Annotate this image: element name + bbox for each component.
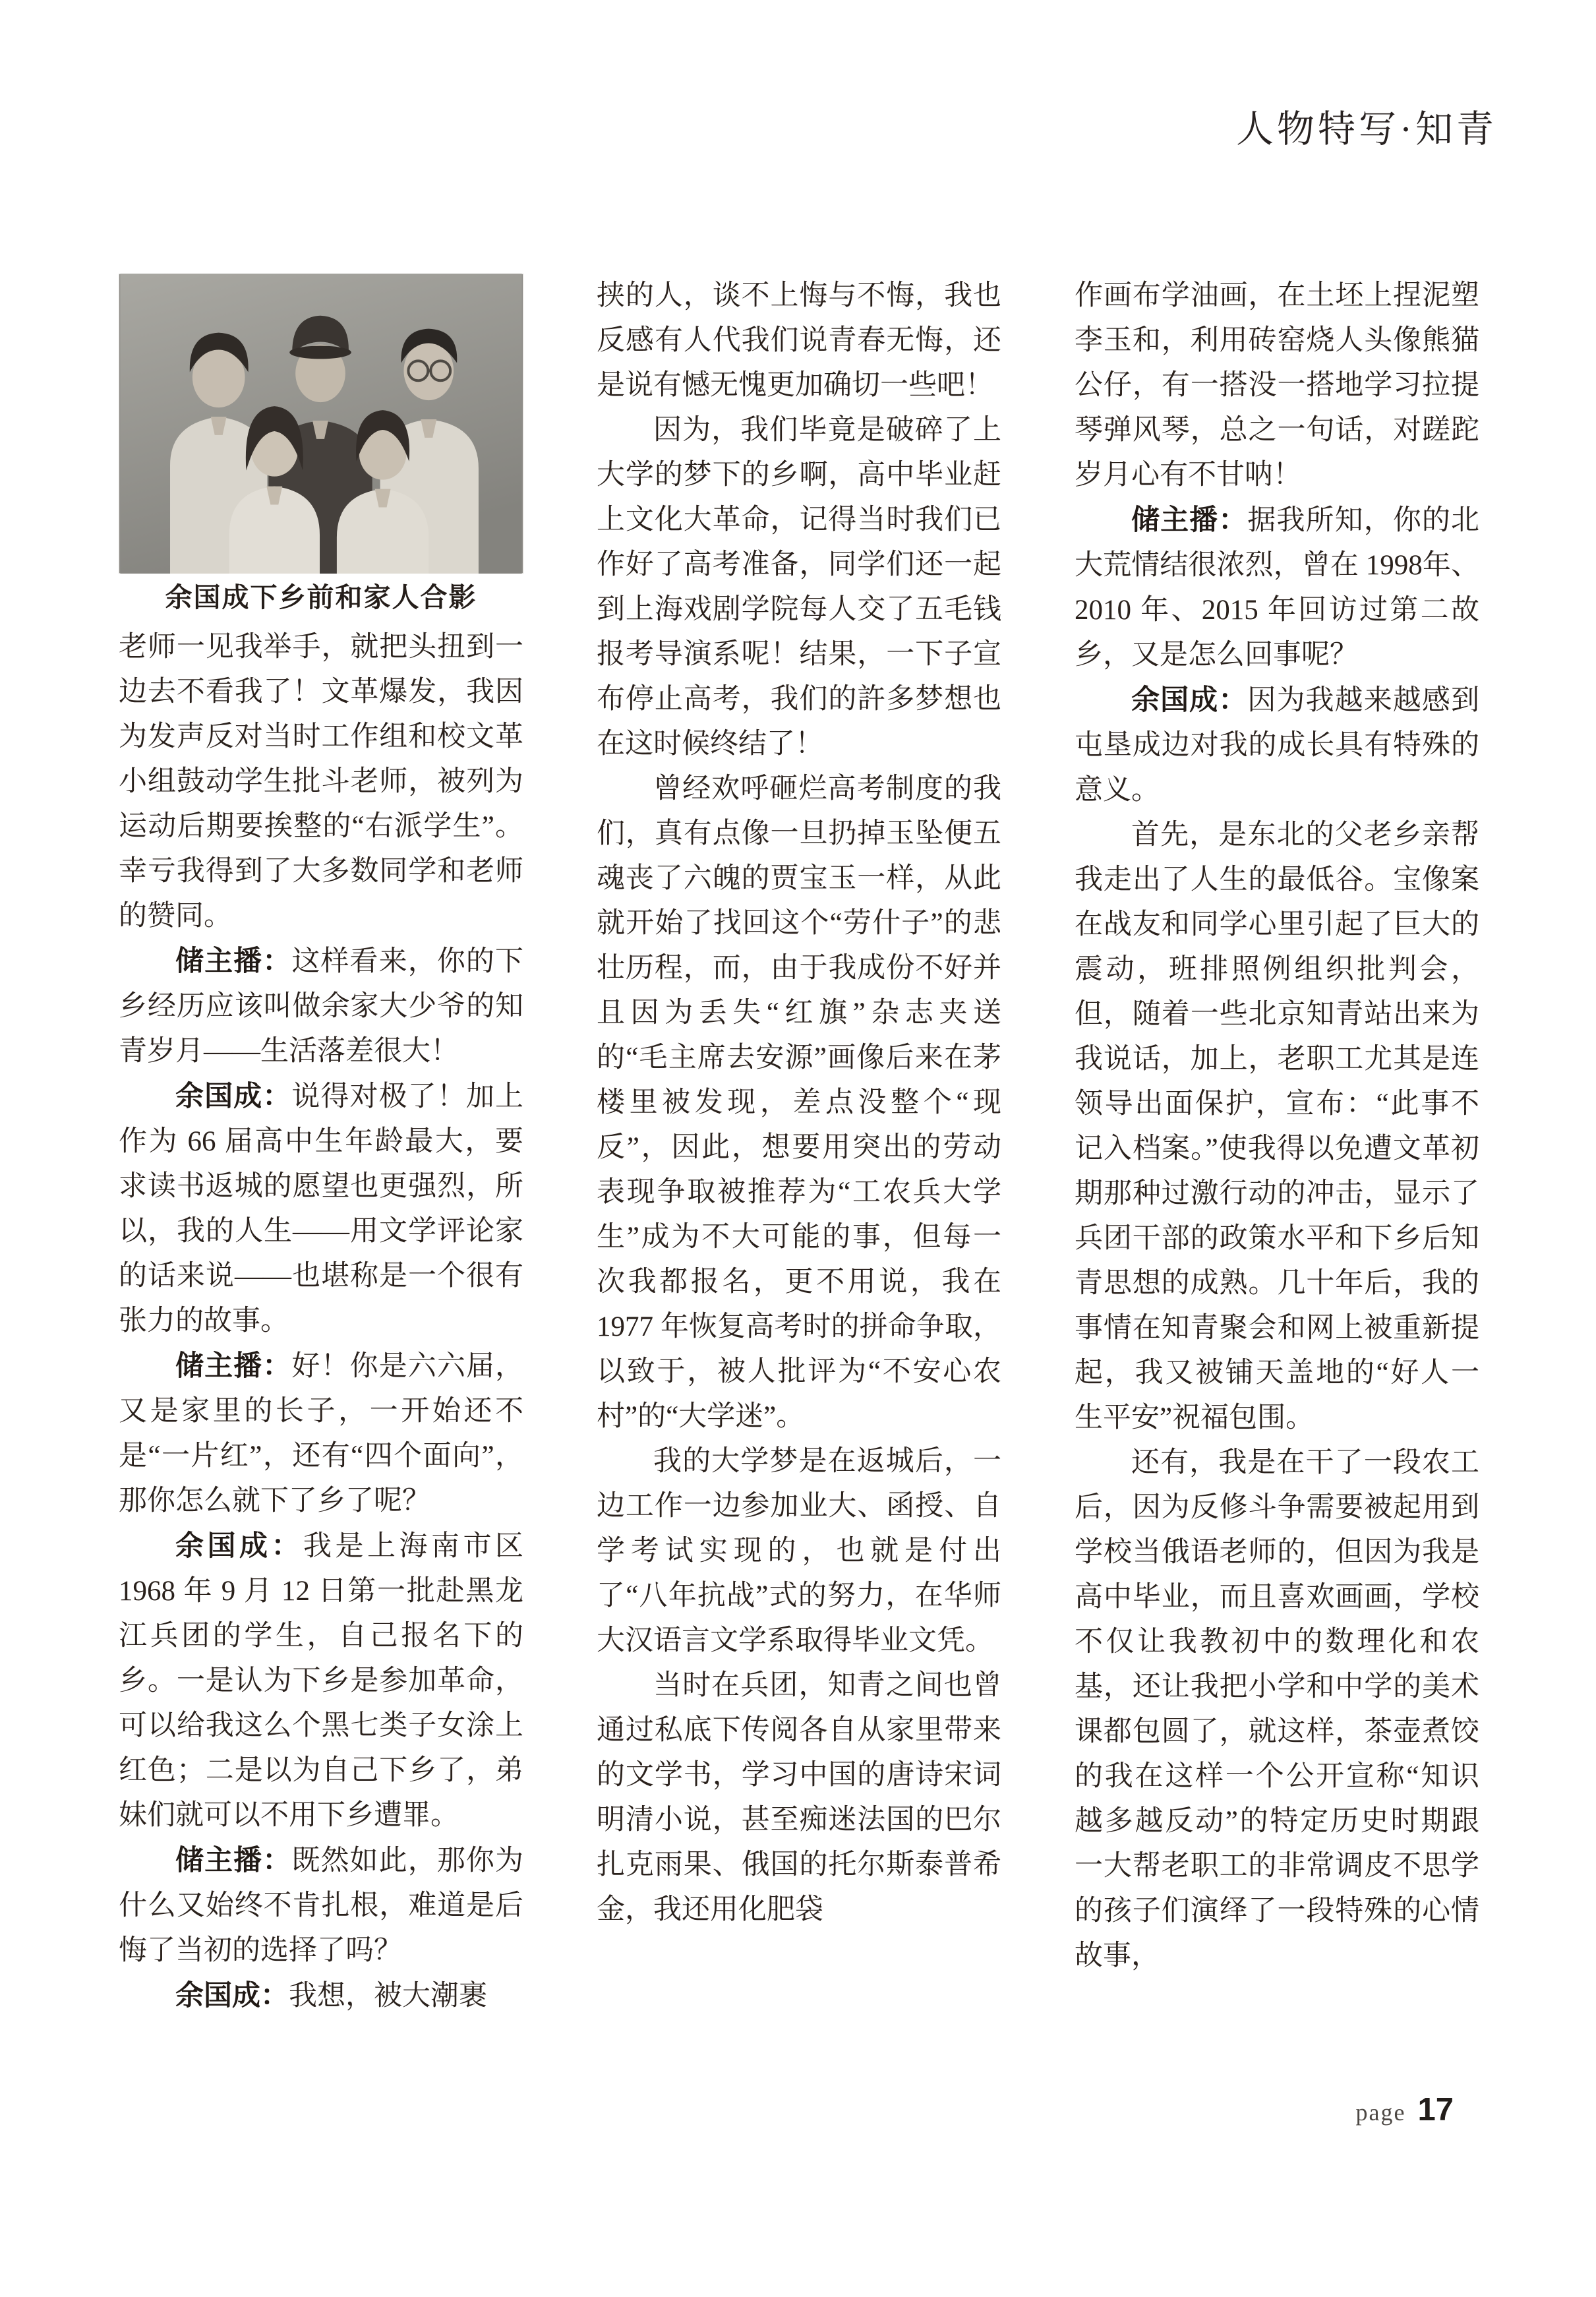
paragraph: 当时在兵团，知青之间也曾通过私底下传阅各自从家里带来的文学书，学习中国的唐诗宋词明清小说，甚至痴迷法国的巴尔扎克雨果、俄国的托尔斯泰普希金，我还用化肥袋 [597,1670,1001,1925]
paragraph: 余国成：说得对极了！加上作为 66 届高中生年龄最大，要求读书返城的愿望也更强烈，所以，我的人生——用文学评论家的话来说——也堪称是一个很有张力的故事。 [119,1081,524,1336]
paragraph: 作画布学油画，在土坯上捏泥塑李玉和，利用砖窑烧人头像熊猫公仔，有一搭没一搭地学习拉提琴弹风琴，总之一句话，对蹉跎岁月心有不甘呐！ [1075,280,1479,491]
paragraph: 储主播：既然如此，那你为什么又始终不肯扎根，难道是后悔了当初的选择了吗？ [119,1845,524,1966]
speaker-label: 储主播： [1131,504,1248,536]
speaker-label: 储主播： [175,1350,292,1382]
footer-page-number: 17 [1417,2092,1454,2128]
photo-figure [119,274,523,613]
speaker-label: 储主播： [175,945,292,977]
section-header: 人物特写·知青 [1236,109,1497,150]
speaker-label: 余国成： [175,1081,292,1112]
speaker-label: 储主播： [175,1845,292,1876]
paragraph: 老师一见我举手，就把头扭到一边去不看我了！文革爆发，我因为发声反对当时工作组和校文革小组鼓动学生批斗老师，被列为运动后期要挨整的“右派学生”。幸亏我得到了大多数同学和老师的赞同。 [119,632,523,932]
family-photo [119,274,523,574]
speaker-label: 余国成： [175,1530,303,1562]
paragraph: 首先，是东北的父老乡亲帮我走出了人生的最低谷。宝像案在战友和同学心里引起了巨大的震动，班排照例组织批判会，但，随着一些北京知青站出来为我说话，加上，老职工尤其是连领导出面保护，宣布：“此事不记入档案。”使我得以免遭文革初期那种过激行动的冲击，显示了兵团干部的政策水平和下乡后知青思想的成熟。几十年后，我的事情在知青聚会和网上被重新提起，我又被铺天盖地的“好人一生平安”祝福包围。 [1075,820,1479,1433]
paragraph: 储主播：好！你是六六届，又是家里的长子，一开始还不是“一片红”，还有“四个面向”，那你怎么就下了乡了呢？ [119,1350,524,1516]
paragraph: 因为，我们毕竟是破碎了上大学的梦下的乡啊，高中毕业赶上文化大革命，记得当时我们已作好了高考准备，同学们还一起到上海戏剧学院每人交了五毛钱报考导演系呢！结果，一下子宣布停止高考，我们的許多梦想也在这时候终结了！ [597,415,1001,760]
column-text [597,274,1001,1932]
footer-page-label: page [1355,2099,1406,2126]
paragraph: 余国成：我是上海南市区1968 年 9 月 12 日第一批赴黑龙江兵团的学生，自己报名下的乡。一是认为下乡是参加革命，可以给我这么个黑七类子女涂上红色；二是以为自己下乡了，弟妹们就可以不用下乡遭罪。 [119,1530,523,1831]
paragraph: 余国成：因为我越来越感到屯垦成边对我的成长具有特殊的意义。 [1075,684,1480,806]
text-column-1 [119,274,523,2019]
photo-caption: 余国成下乡前和家人合影 [165,582,477,612]
paragraph: 储主播：这样看来，你的下乡经历应该叫做余家大少爷的知青岁月——生活落差很大！ [119,945,524,1067]
paragraph: 曾经欢呼砸烂高考制度的我们，真有点像一旦扔掉玉坠便五魂丧了六魄的贾宝玉一样，从此就开始了找回这个“劳什子”的悲壮历程，而，由于我成份不好并且因为丢失“红旗”杂志夹送的“毛主席去安源”画像后来在茅楼里被发现，差点没整个“现反”，因此，想要用突出的劳动表现争取被推荐为“工农兵大学生”成为不大可能的事，但每一次我都报名，更不用说，我在 1977 年恢复高考时的拼命争取，以致于，被人批评为“不安心农村”的“大学迷”。 [597,773,1001,1432]
page-footer [1356,2091,1454,2128]
text-column-3 [1075,274,1479,2019]
speaker-label: 余国成： [1131,684,1248,716]
column-text [119,625,523,2019]
paragraph: 挟的人，谈不上悔与不悔，我也反感有人代我们说青春无悔，还是说有憾无愧更加确切一些吧！ [597,280,1001,401]
paragraph: 我的大学梦是在返城后，一边工作一边参加业大、函授、自学考试实现的，也就是付出了“八年抗战”式的努力，在华师大汉语言文学系取得毕业文凭。 [597,1446,1001,1656]
article-columns [119,274,1479,2019]
column-text [1075,274,1479,1979]
speaker-label: 余国成： [175,1980,289,2012]
paragraph: 余国成：我想，被大潮裹 [175,1980,487,2012]
paragraph: 还有，我是在干了一段农工后，因为反修斗争需要被起用到学校当俄语老师的，但因为我是高中毕业，而且喜欢画画，学校不仅让我教初中的数理化和农基，还让我把小学和中学的美术课都包圆了，就这样，茶壶煮饺的我在这样一个公开宣称“知识越多越反动”的特定历史时期跟一大帮老职工的非常调皮不思学的孩子们演绎了一段特殊的心情故事， [1075,1447,1479,1971]
family-photo-illustration [119,274,523,574]
text-column-2 [597,274,1001,2019]
paragraph: 储主播：据我所知，你的北大荒情结很浓烈，曾在 1998年、2010 年、2015 年回访过第二故乡，又是怎么回事呢？ [1075,504,1480,671]
